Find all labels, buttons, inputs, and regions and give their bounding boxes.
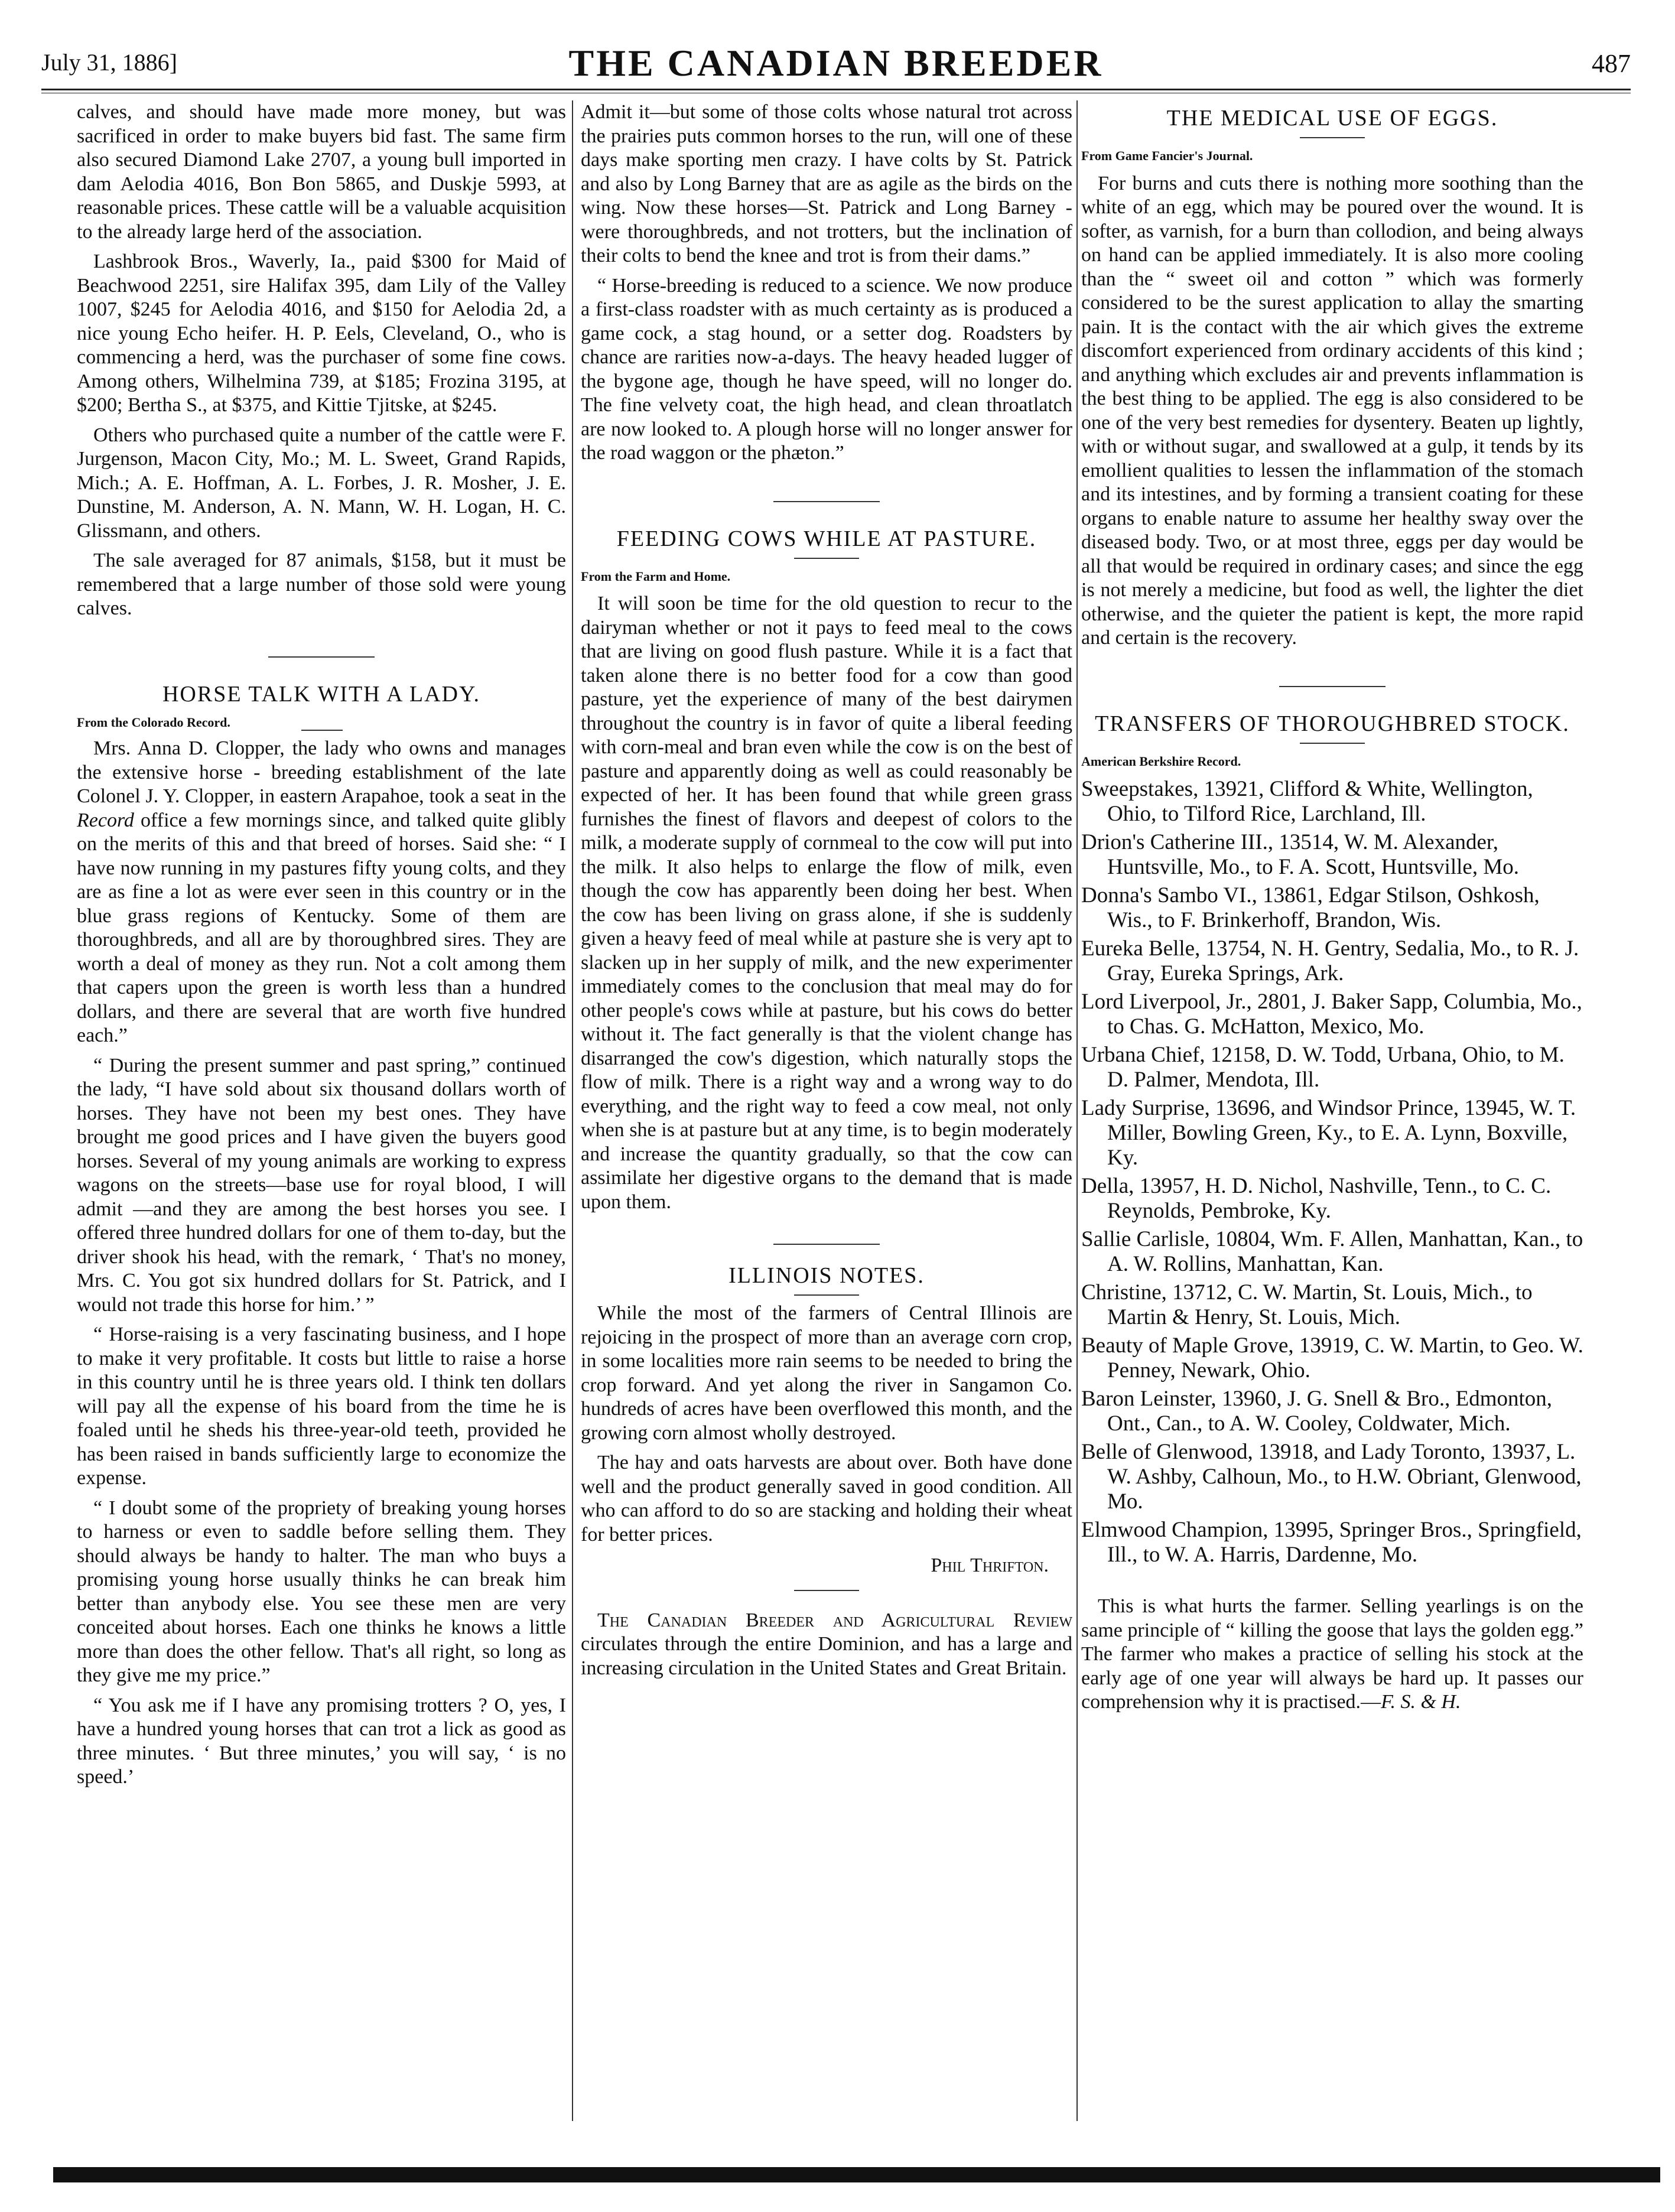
paragraph: Admit it—but some of those colts whose natural trot across the prairies puts common horses to the run, will one of these days make sporting men crazy. I have colts by St. Patrick and also by Long Barney that are as agile as the birds on the wing. Now these horses—St. Patrick and Long Barney - were thoroughbreds, and not trotters, but the inclination of their colts to bend the knee and trot is from their dams.” bbox=[581, 101, 1072, 266]
article-source: From the Colorado Record. bbox=[77, 714, 230, 730]
article-title: FEEDING COWS WHILE AT PASTURE. bbox=[616, 526, 1037, 551]
paragraph: “ Horse-raising is a very fascinating business, and I hope to make it very profitable. It costs but little to raise a horse in this country until he is three years old. I think ten dollars will pay all the expense of his board from the time he is foaled until he sheds his three-year-old teeth, provided he has been raised in bands sufficiently large to economize the expense. bbox=[77, 1323, 566, 1489]
section-separator bbox=[268, 656, 375, 658]
issue-date: July 31, 1886] bbox=[41, 49, 177, 76]
list-item: Lord Liverpool, Jr., 2801, J. Baker Sapp, Columbia, Mo., to Chas. G. McHatton, Mexico, Mo. bbox=[1081, 990, 1582, 1039]
publication-notice: The Canadian Breeder and Agricultural Review circulates through the entire Dominion, and has a large and increasing circulation in the United States and Great Britain. bbox=[581, 1609, 1072, 1679]
section-separator bbox=[794, 1590, 859, 1591]
article-title: TRANSFERS OF THOROUGHBRED STOCK. bbox=[1095, 711, 1570, 736]
article-source: From the Farm and Home. bbox=[581, 568, 731, 584]
list-item: Baron Leinster, 13960, J. G. Snell & Bro., Edmonton, Ont., Can., to A. W. Cooley, Coldwater, Mich. bbox=[1081, 1387, 1553, 1436]
list-item: Drion's Catherine III., 13514, W. M. Alexander, Huntsville, Mo., to F. A. Scott, Huntsville, Mo. bbox=[1081, 830, 1520, 879]
header-rule bbox=[41, 89, 1631, 90]
article-title: HORSE TALK WITH A LADY. bbox=[162, 681, 481, 707]
column-divider bbox=[572, 100, 573, 2121]
paragraph: “ During the present summer and past spring,” continued the lady, “I have sold about six thousand dollars worth of horses. They have not been my best ones. They have brought me good prices and I have given the buyers good horses. Several of my young animals are working to express wagons on the streets—base use for royal blood, I will admit —and they are among the best horses you see. I offered three hundred dollars for one of them to-day, but the driver shook his head, with the remark, ‘ That's no money, Mrs. C. You got six hundred dollars for St. Patrick, and I would not trade this horse for him.’ ” bbox=[77, 1054, 566, 1316]
article-title: THE MEDICAL USE OF EGGS. bbox=[1166, 106, 1498, 131]
section-separator bbox=[773, 501, 880, 502]
footer-bar bbox=[53, 2167, 1660, 2182]
page-number: 487 bbox=[1592, 49, 1631, 78]
paragraph: While the most of the farmers of Central Illinois are rejoicing in the prospect of more than an average corn crop, in some localities more rain seems to be needed to bring the crop forward. And yet along the river in Sangamon Co. hundreds of acres have been overflowed this month, and the growing corn almost wholly destroyed. bbox=[581, 1302, 1072, 1444]
paragraph: “ I doubt some of the propriety of breaking young horses to harness or even to saddle before selling them. They should always be handy to halter. The man who buys a promising young horse usually thinks he can break him better than anybody else. You see these men are very conceited about horses. Each one thinks he knows a little more than does the other fellow. That's all right, so long as they give me my price.” bbox=[77, 1497, 566, 1686]
column-3 bbox=[1081, 100, 1583, 2151]
paragraph: Lashbrook Bros., Waverly, Ia., paid $300 for Maid of Beachwood 2251, sire Halifax 395, dam Lily of the Valley 1007, $245 for Aelodia 4016, and $150 for Aelodia 2d, a nice young Echo heifer. H. P. Eels, Cleveland, O., who is commencing a herd, was the purchaser of some fine cows. Among others, Wilhelmina 739, at $185; Frozina 3195, at $200; Bertha S., at $375, and Kittie Tjitske, at $245. bbox=[77, 251, 566, 416]
article-title: ILLINOIS NOTES. bbox=[728, 1263, 925, 1288]
list-item: Beauty of Maple Grove, 13919, C. W. Martin, to Geo. W. Penney, Newark, Ohio. bbox=[1081, 1333, 1583, 1382]
paragraph: “ Horse-breeding is reduced to a science. We now produce a first-class roadster with as much certainty as is produced a game cock, a stag hound, or a setter dog. Roadsters by chance are rarities now-a-days. The heavy headed lugger of the bygone age, though he have speed, will no longer do. The fine velvety coat, the high head, and clean throatlatch are now looked to. A plough horse will no longer answer for the road waggon or the phæton.” bbox=[581, 274, 1072, 464]
masthead-title: THE CANADIAN BREEDER bbox=[568, 42, 1104, 84]
title-rule bbox=[794, 558, 859, 559]
paragraph: For burns and cuts there is nothing more soothing than the white of an egg, which may be poured over the wound. It is softer, as varnish, for a burn than collodion, and being always on hand can be applied immediately. It is also more cooling than the “ sweet oil and cotton ” which was formerly considered to be the surest application to allay the smarting pain. It is the contact with the air which gives the extreme discomfort experienced from ordinary accidents of this kind ; and anything which excludes air and prevents inflammation is the best thing to be applied. The egg is also considered to be one of the very best remedies for dysentery. Beaten up lightly, with or without sugar, and swallowed at a gulp, it tends by its emollient qualities to lessen the inflammation of the stomach and its intestines, and by forming a transient coating for these organs to enable nature to assume her healthy sway over the diseased body. Two, or at most three, eggs per day would be all that would be required in ordinary cases; and since the egg is not merely a medicine, but food as well, the lighter the diet otherwise, and the quieter the patient is kept, the more rapid and certain is the recovery. bbox=[1081, 172, 1583, 649]
list-item: Urbana Chief, 12158, D. W. Todd, Urbana, Ohio, to M. D. Palmer, Mendota, Ill. bbox=[1081, 1043, 1565, 1092]
record-italic: Record bbox=[77, 809, 134, 831]
column-divider bbox=[1076, 100, 1078, 2121]
list-item: Belle of Glenwood, 13918, and Lady Toronto, 13937, L. W. Ashby, Calhoun, Mo., to H.W. Obriant, Glenwood, Mo. bbox=[1081, 1440, 1582, 1514]
column-1 bbox=[77, 100, 566, 2151]
list-item: Lady Surprise, 13696, and Windsor Prince, 13945, W. T. Miller, Bowling Green, Ky., to E. A. Lynn, Boxville, Ky. bbox=[1081, 1096, 1576, 1170]
paragraph: “ You ask me if I have any promising trotters ? O, yes, I have a hundred young horses that can trot a lick as good as three minutes. ‘ But three minutes,’ you will say, ‘ is no speed.’ bbox=[77, 1694, 566, 1788]
signature: Phil Thrifton. bbox=[931, 1554, 1049, 1576]
page-header bbox=[41, 41, 1631, 95]
article-source: American Berkshire Record. bbox=[1081, 753, 1241, 769]
list-item: Christine, 13712, C. W. Martin, St. Louis, Mich., to Martin & Henry, St. Louis, Mich. bbox=[1081, 1280, 1533, 1329]
title-rule bbox=[1300, 137, 1365, 138]
list-item: Donna's Sambo VI., 13861, Edgar Stilson, Oshkosh, Wis., to F. Brinkerhoff, Brandon, Wis. bbox=[1081, 883, 1540, 932]
title-rule bbox=[794, 1294, 859, 1296]
paragraph: This is what hurts the farmer. Selling yearlings is on the same principle of “ killing the goose that lays the golden egg.” The farmer who makes a practice of selling his stock at the early age of one year will always be hard up. It passes our comprehension why it is practised.—F. S. & H. bbox=[1081, 1595, 1583, 1713]
section-separator bbox=[773, 1244, 880, 1245]
list-item: Sweepstakes, 13921, Clifford & White, Wellington, Ohio, to Tilford Rice, Larchland, Ill. bbox=[1081, 777, 1533, 826]
list-item: Sallie Carlisle, 10804, Wm. F. Allen, Manhattan, Kan., to A. W. Rollins, Manhattan, Kan. bbox=[1081, 1227, 1583, 1276]
paragraph: The hay and oats harvests are about over. Both have done well and the product generally saved in good condition. All who can afford to do so are stacking and holding their wheat for better prices. bbox=[581, 1452, 1072, 1546]
article-source: From Game Fancier's Journal. bbox=[1081, 148, 1253, 163]
list-item: Eureka Belle, 13754, N. H. Gentry, Sedalia, Mo., to R. J. Gray, Eureka Springs, Ark. bbox=[1081, 936, 1579, 985]
paragraph: Others who purchased quite a number of the cattle were F. Jurgenson, Macon City, Mo.; M. L. Sweet, Grand Rapids, Mich.; A. E. Hoffman, A. L. Forbes, J. R. Mosher, J. E. Dunstine, M. Anderson, A. N. Mann, W. H. Logan, H. C. Glissmann, and others. bbox=[77, 424, 566, 542]
paragraph: The sale averaged for 87 animals, $158, but it must be remembered that a large number of those sold were young calves. bbox=[77, 549, 566, 619]
transfers-list bbox=[1081, 777, 1583, 1567]
column-2 bbox=[581, 100, 1072, 2151]
paragraph: It will soon be time for the old question to recur to the dairyman whether or not it pays to feed meal to the cows that are living on good flush pasture. While it is a fact that taken alone there is no better food for a cow than good pasture, yet the experience of many of the best dairymen throughout the country is in favor of quite a liberal feeding with corn-meal and bran even while the cow is on the best of pasture and apparently doing as well as could reasonably be expected of her. It has been found that while green grass furnishes the finest of flavors and deepest of colors to the milk, a moderate supply of cornmeal to the cow will put into the milk. It also helps to enlarge the flow of milk, even though the cow has apparently been doing her best. When the cow has been living on grass alone, if she is suddenly given a heavy feed of meal while at pasture she is very apt to slacken up in her supply of milk, and the new experimenter immediately comes to the conclusion that meal may do for other people's cows while at pasture, but his cows do better without it. The fact generally is that the violent change has disarranged the cow's digestion, which naturally stops the flow of milk. There is a right way and a wrong way to do everything, and the right way to feed a cow meal, not only when she is at pasture but at any time, is to begin moderately and increase the quantity gradually, so that the cow can assimilate her digestive organs to the demand that is made upon them. bbox=[581, 593, 1072, 1213]
paragraph: Mrs. Anna D. Clopper, the lady who owns and manages the extensive horse - breeding establishment of the late Colonel J. Y. Clopper, in eastern Arapahoe, took a seat in the Record office a few mornings since, and talked quite glibly on the merits of this and that breed of horses. Said she: “ I have now running in my pastures fifty young colts, and they are as fine a lot as were ever seen in this country or in the blue grass regions of Kentucky. Some of them are thoroughbreds, and all are by thoroughbred sires. They are worth a deal of money as they run. Not a colt among them that capers upon the green is worth less than a hundred dollars, and there are several that are worth five hundred each.” bbox=[77, 737, 566, 1046]
section-separator bbox=[1279, 686, 1385, 687]
paragraph: calves, and should have made more money, but was sacrificed in order to make buyers bid fast. The same firm also secured Diamond Lake 2707, a young bull imported in dam Aelodia 4016, Bon Bon 5865, and Duskje 5993, at reasonable prices. These cattle will be a valuable acquisition to the already large herd of the association. bbox=[77, 101, 566, 243]
list-item: Elmwood Champion, 13995, Springer Bros., Springfield, Ill., to W. A. Harris, Dardenne, Mo. bbox=[1081, 1518, 1582, 1567]
list-item: Della, 13957, H. D. Nichol, Nashville, Tenn., to C. C. Reynolds, Pembroke, Ky. bbox=[1081, 1174, 1552, 1223]
title-rule bbox=[1300, 743, 1365, 744]
title-rule bbox=[301, 730, 343, 731]
